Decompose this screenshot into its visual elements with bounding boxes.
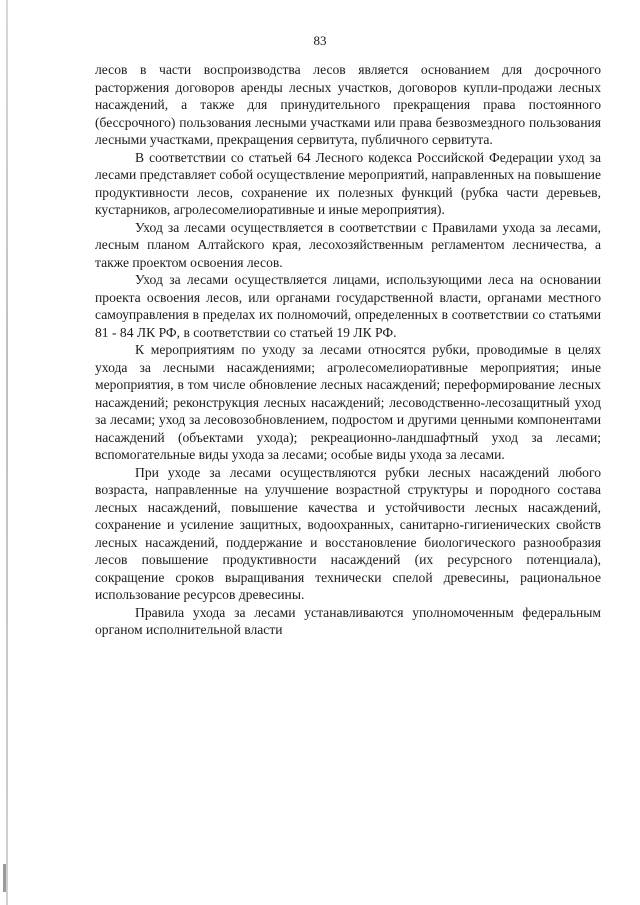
- scan-margin-mark: [3, 864, 6, 892]
- document-body: [95, 61, 601, 639]
- scan-left-edge: [6, 0, 8, 905]
- paragraph-3: Уход за лесами осуществляется в соответствии с Правилами ухода за лесами, лесным планом Алтайского края, лесохозяйственным регламентом лесничества, а также проектом освоения лесов.: [95, 219, 601, 270]
- paragraph-2: В соответствии со статьей 64 Лесного кодекса Российской Федерации уход за лесами представляет собой осуществление мероприятий, направленных на повышение продуктивности лесов, сохранение их полезных функций (рубка части деревьев, кустарников, агролесомелиоративные и иные мероприятия).: [95, 149, 601, 217]
- paragraph-1: лесов в части воспроизводства лесов является основанием для досрочного расторжения договоров аренды лесных участков, договоров купли-продажи лесных насаждений, а также для принудительного прекращения права постоянного (бессрочного) пользования лесными участками или права безвозмездного пользования лесными участками, прекращения сервитута, публичного сервитута.: [95, 62, 601, 147]
- paragraph-5: К мероприятиям по уходу за лесами относятся рубки, проводимые в целях ухода за лесными насаждениями; агролесомелиоративные мероприятия; иные мероприятия, в том числе обновление лесных насаждений; переформирование лесных насаждений; реконструкция лесных насаждений; лесоводственно-лесозащитный уход за лесами; уход за лесовозобновлением, подростом и другими ценными компонентами насаждений (объектами ухода); рекреационно-ландшафтный уход за лесами; вспомогательные виды ухода за лесами; особые виды ухода за лесами.: [95, 342, 601, 462]
- paragraph-6: При уходе за лесами осуществляются рубки лесных насаждений любого возраста, направленные на улучшение возрастной структуры и породного состава лесных насаждений, повышение качества и устойчивости лесных насаждений, сохранение и усиление защитных, водоохранных, санитарно-гигиенических свойств лесных насаждений, поддержание и восстановление биологического разнообразия лесов повышение продуктивности насаждений (их ресурсного потенциала), сокращение сроков выращивания технически спелой древесины, рациональное использование ресурсов древесины.: [95, 464, 601, 602]
- paragraph-4: Уход за лесами осуществляется лицами, использующими леса на основании проекта освоения лесов, или органами государственной власти, органами местного самоуправления в пределах их полномочий, определенных в соответствии со статьями 81 - 84 ЛК РФ, в соответствии со статьей 19 ЛК РФ.: [95, 272, 601, 340]
- page-number: 83: [313, 33, 327, 48]
- paragraph-7: Правила ухода за лесами устанавливаются уполномоченным федеральным органом исполнительной власти: [95, 604, 601, 637]
